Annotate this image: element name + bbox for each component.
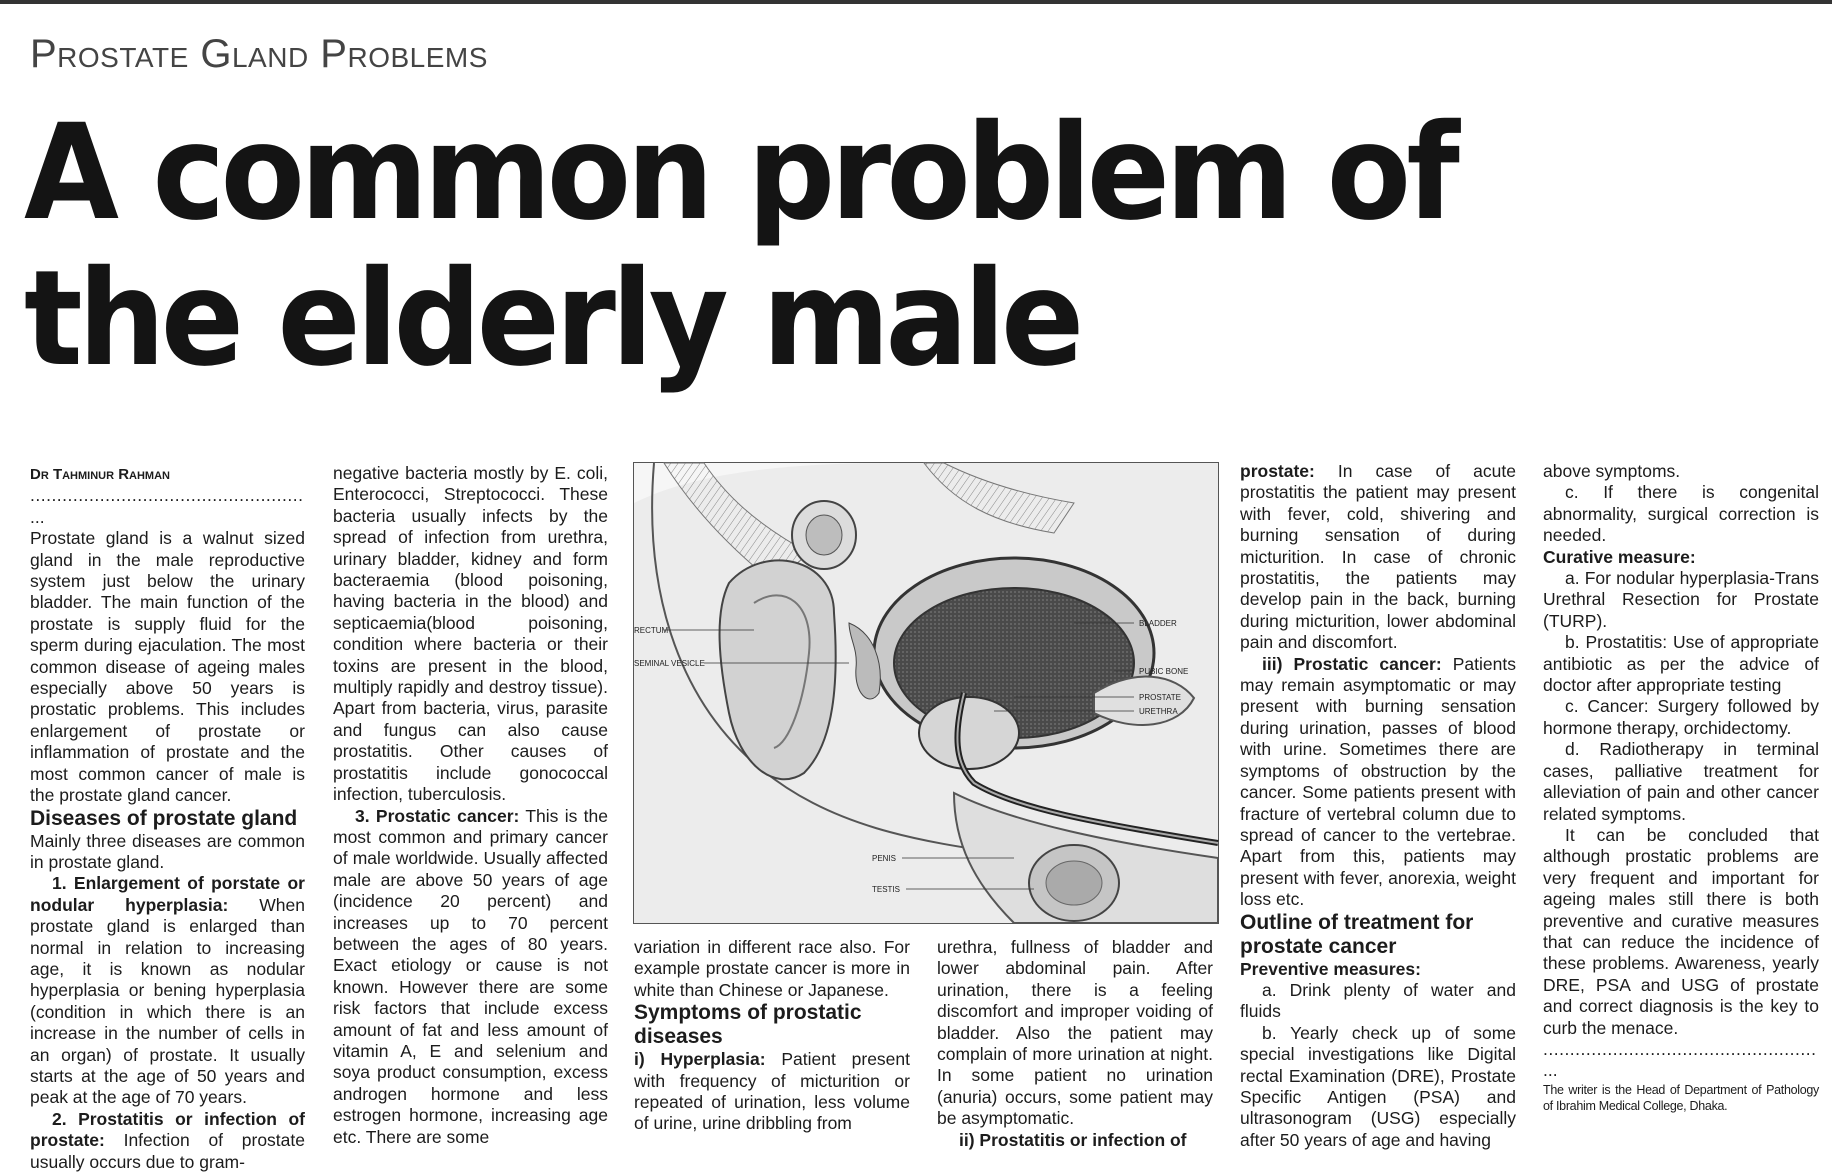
item-1-text: When prostate gland is enlarged than normal in relation to increasing age, it is known as nodular hyperplasia or bening hyperplasia (condition in which there is an increase in the number of cells in an organ) of prostate. It usually starts at the age of 50 years and peak at the age of 70 years. <box>30 894 306 1108</box>
subhead-outline-treatment: Outline of treatment for prostate cancer <box>1240 910 1474 958</box>
curative-heading <box>1543 547 1819 568</box>
label-testis: TESTIS <box>872 885 901 894</box>
label-prostate: PROSTATE <box>1139 693 1181 702</box>
byline-divider-end: ... <box>30 506 45 527</box>
column-2 <box>333 463 608 1161</box>
prostatitis-paragraph <box>1240 461 1516 654</box>
item-2-text: Infection of prostate usually occurs due to gram- <box>30 1130 305 1172</box>
column-4-continued: urethra, fullness of bladder and lower abdominal pain. After urination, there is a feeling discomfort and improper voiding of bladder. Also the patient may complain of more urination at night. In some patient no urination (anuria) occurs, some patient may be asymptomatic. <box>937 937 1213 1129</box>
curative-a: a. For nodular hyperplasia-Trans Urethral Resection for Prostate (TURP). <box>1543 568 1819 631</box>
item-1-heading: 1. Enlargement of porstate or nodular hyperplasia: <box>30 873 305 915</box>
prostate-anatomy-illustration <box>634 463 1218 923</box>
footer-divider-end: ... <box>1543 1060 1558 1081</box>
item-3-heading: 3. Prostatic cancer: <box>355 805 520 826</box>
curative-d: d. Radiotherapy in terminal cases, palliative treatment for alleviation of pain and other cancer related symptoms. <box>1543 739 1819 824</box>
column-3 <box>634 937 910 1161</box>
preventive-c: c. If there is congenital abnormality, surgical correction is needed. <box>1543 482 1819 546</box>
item-1-paragraph <box>30 873 305 1108</box>
label-rectum: RECTUM <box>634 626 669 635</box>
item-2-heading: 2. Prostatitis or infection of prostate: <box>30 1108 305 1151</box>
footer-divider: ................................................... <box>1543 1038 1817 1059</box>
column-4 <box>937 937 1213 1161</box>
intro-paragraph: Prostate gland is a walnut sized gland in the male reproductive system just below the urinary bladder. The main function of the prostate is supply fluid for the sperm during ejaculation. The most common disease of ageing males especially above 50 years is prostatic problems. This includes enlargement of prostate or inflammation of prostate and the most common cancer of male is the prostate gland cancer. <box>30 528 305 806</box>
hyperplasia-paragraph <box>634 1049 910 1135</box>
hyperplasia-heading: i) Hyperplasia: <box>634 1049 766 1070</box>
prostatitis-heading-start <box>937 1130 1213 1151</box>
section-kicker: Prostate Gland Problems <box>30 32 488 76</box>
column-6 <box>1543 461 1819 1161</box>
item-3-paragraph <box>333 806 608 1149</box>
subhead-symptoms: Symptoms of prostatic diseases <box>634 1001 862 1049</box>
top-rule <box>0 0 1832 4</box>
headline: A common problem of the elderly male <box>24 96 1456 396</box>
column-3-continued: variation in different race also. For example prostate cancer is more in white than Chinese or Japanese. <box>634 937 910 1000</box>
column-1 <box>30 464 306 1172</box>
column-5 <box>1240 461 1516 1161</box>
column-2-continued: negative bacteria mostly by E. coli, Enterococci, Streptococci. These bacteria usually infects by the spread of infection from urethra, urinary bladder, kidney and form bacteraemia (blood poisoning, having bacteria in the blood) and septicaemia(blood poisoning, condition where bacteria or their toxins are present in the blood, multiply rapidly and destroy tissue). Apart from bacteria, virus, parasite and fungus can also cause prostatitis. Other causes of prostatitis include gonococcal infection, tuberculosis. <box>333 463 608 805</box>
byline-divider: ................................................... <box>30 485 304 506</box>
preventive-heading <box>1240 959 1516 980</box>
curative-c: c. Cancer: Surgery followed by hormone therapy, orchidectomy. <box>1543 696 1819 738</box>
prostatitis-text: In case of acute prostatitis the patient may present with fever, cold, shivering and burning sensation of during micturition. In case of chronic prostatitis, the patients may develop pain in the back, burning during micturition, lower abdominal pain and discomfort. <box>1240 461 1516 653</box>
cancer-symptoms-heading: iii) Prostatic cancer: <box>1262 653 1442 674</box>
preventive-b: b. Yearly check up of some special investigations like Digital rectal Examination (DRE), Prostate Specific Antigen (PSA) and ultrasonogram (USG) especially after 50 years of age and having <box>1240 1022 1516 1150</box>
prostatitis-heading-continued: prostate: <box>1240 461 1315 481</box>
label-penis: PENIS <box>872 854 897 863</box>
writer-note: The writer is the Head of Department of Pathology of Ibrahim Medical College, Dhaka. <box>1543 1082 1819 1113</box>
cancer-symptoms-paragraph <box>1240 654 1516 911</box>
label-seminal-vesicle: SEMINAL VESICLE <box>634 659 705 668</box>
item-3-text: This is the most common and primary cancer of male worldwide. Usually affected male are above 50 years of age (incidence 20 percent) and increases up to 70 percent between the ages of 80 years. Exact etiology or cause is not known. However there are some risk factors that include excess amount of fat and less amount of vitamin A, E and selenium and soya product consumption, excess androgen hormone and less estrogen hormone, increasing age etc. There are some <box>333 805 608 1147</box>
curative-b: b. Prostatitis: Use of appropriate antibiotic as per the advice of doctor after appropriate testing <box>1543 632 1819 696</box>
conclusion-paragraph: It can be concluded that although prostatic problems are very frequent and important for ageing males still there is both preventive and curative measures that can reduce the incidence of these problems. Awareness, yearly DRE, PSA and USG of prostate and correct diagnosis is the key to curb the menace. <box>1543 824 1819 1038</box>
diseases-intro: Mainly three diseases are common in prostate gland. <box>30 830 305 872</box>
byline: Dr Tahminur Rahman <box>30 466 170 483</box>
cancer-symptoms-text: Patients may remain asymptomatic or may present with burning sensation during urination, passes of blood with urine. Sometimes there are symptoms of obstruction by the cancer. Some patients present with fracture of vertebral column due to spread of cancer to the vertebrae. Apart from this, patients may present with fever, anorexia, weight loss etc. <box>1240 653 1516 910</box>
preventive-heading-text: Preventive measures: <box>1240 958 1421 979</box>
label-pubic-bone: PUBIC BONE <box>1139 667 1189 676</box>
subhead-diseases: Diseases of prostate gland <box>30 806 298 830</box>
label-urethra: URETHRA <box>1139 707 1178 716</box>
label-bladder: BLADDER <box>1139 619 1177 628</box>
anatomy-figure <box>633 462 1219 924</box>
prostatitis-heading: ii) Prostatitis or infection of <box>959 1129 1187 1150</box>
hyperplasia-text: Patient present with frequency of micturition or repeated of urination, less volume of urine, urine dribbling from <box>634 1049 910 1134</box>
curative-heading-text: Curative measure: <box>1543 546 1696 567</box>
item-2-paragraph <box>30 1109 305 1173</box>
column-6-continued: above symptoms. <box>1543 461 1681 481</box>
preventive-a: a. Drink plenty of water and fluids <box>1240 979 1516 1022</box>
